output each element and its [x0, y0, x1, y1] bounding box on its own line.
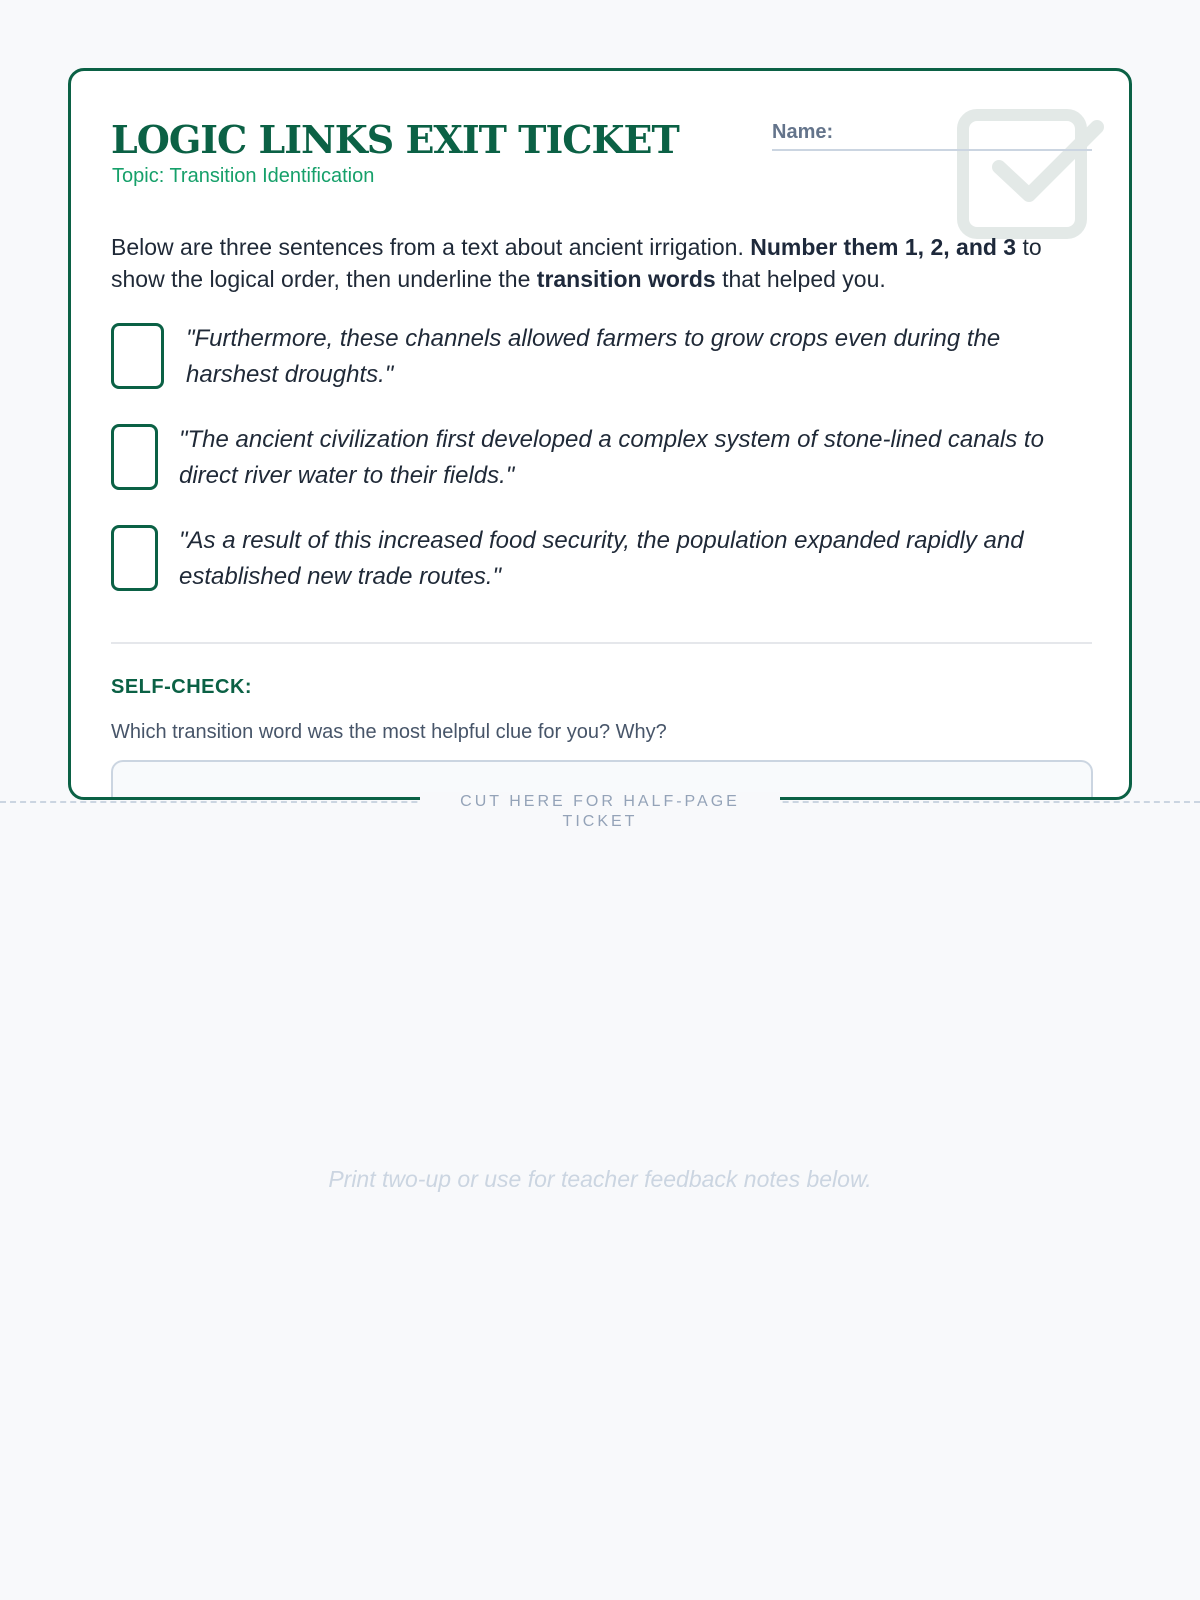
- sentence-text-1: "Furthermore, these channels allowed farmers to grow crops even during the harshest droughts.": [186, 325, 1001, 388]
- sentence-text-2: "The ancient civilization first developed a complex system of stone-lined canals to direct river water to their fields.": [179, 426, 1044, 489]
- number-box-1[interactable]: [111, 323, 164, 389]
- self-check-question: Which transition word was the most helpful clue for you? Why?: [111, 721, 667, 743]
- instructions-bold-number: Number them 1, 2, and 3: [750, 234, 1017, 260]
- number-box-3[interactable]: [111, 525, 158, 591]
- instructions-mid: to show the logical order, then underline the: [111, 234, 1042, 292]
- sentence-item-2: [111, 422, 1069, 494]
- instructions-end: that helped you.: [722, 266, 886, 292]
- sentence-text-3: "As a result of this increased food security, the population expanded rapidly and established new trade routes.": [179, 527, 1024, 590]
- footer-note: Print two-up or use for teacher feedback notes below.: [328, 1166, 872, 1192]
- instructions-bold-transition: transition words: [536, 266, 716, 292]
- name-label: Name:: [772, 121, 834, 143]
- instructions-intro: Below are three sentences from a text about ancient irrigation.: [111, 234, 744, 260]
- number-box-2[interactable]: [111, 424, 158, 490]
- cut-line-label: CUT HERE FOR HALF-PAGE TICKET: [420, 792, 780, 816]
- instructions: [111, 231, 1101, 295]
- ticket-topic: Topic: Transition Identification: [112, 165, 375, 187]
- section-divider: [111, 642, 1092, 644]
- self-check-heading: SELF-CHECK:: [111, 676, 253, 698]
- checkbox-check-icon: [957, 109, 1107, 249]
- name-field-line[interactable]: [772, 149, 1092, 151]
- ticket-title: LOGIC LINKS EXIT TICKET: [111, 117, 679, 162]
- exit-ticket-card: [68, 68, 1132, 800]
- sentence-item-3: [111, 523, 1094, 595]
- sentence-item-1: [111, 321, 1066, 393]
